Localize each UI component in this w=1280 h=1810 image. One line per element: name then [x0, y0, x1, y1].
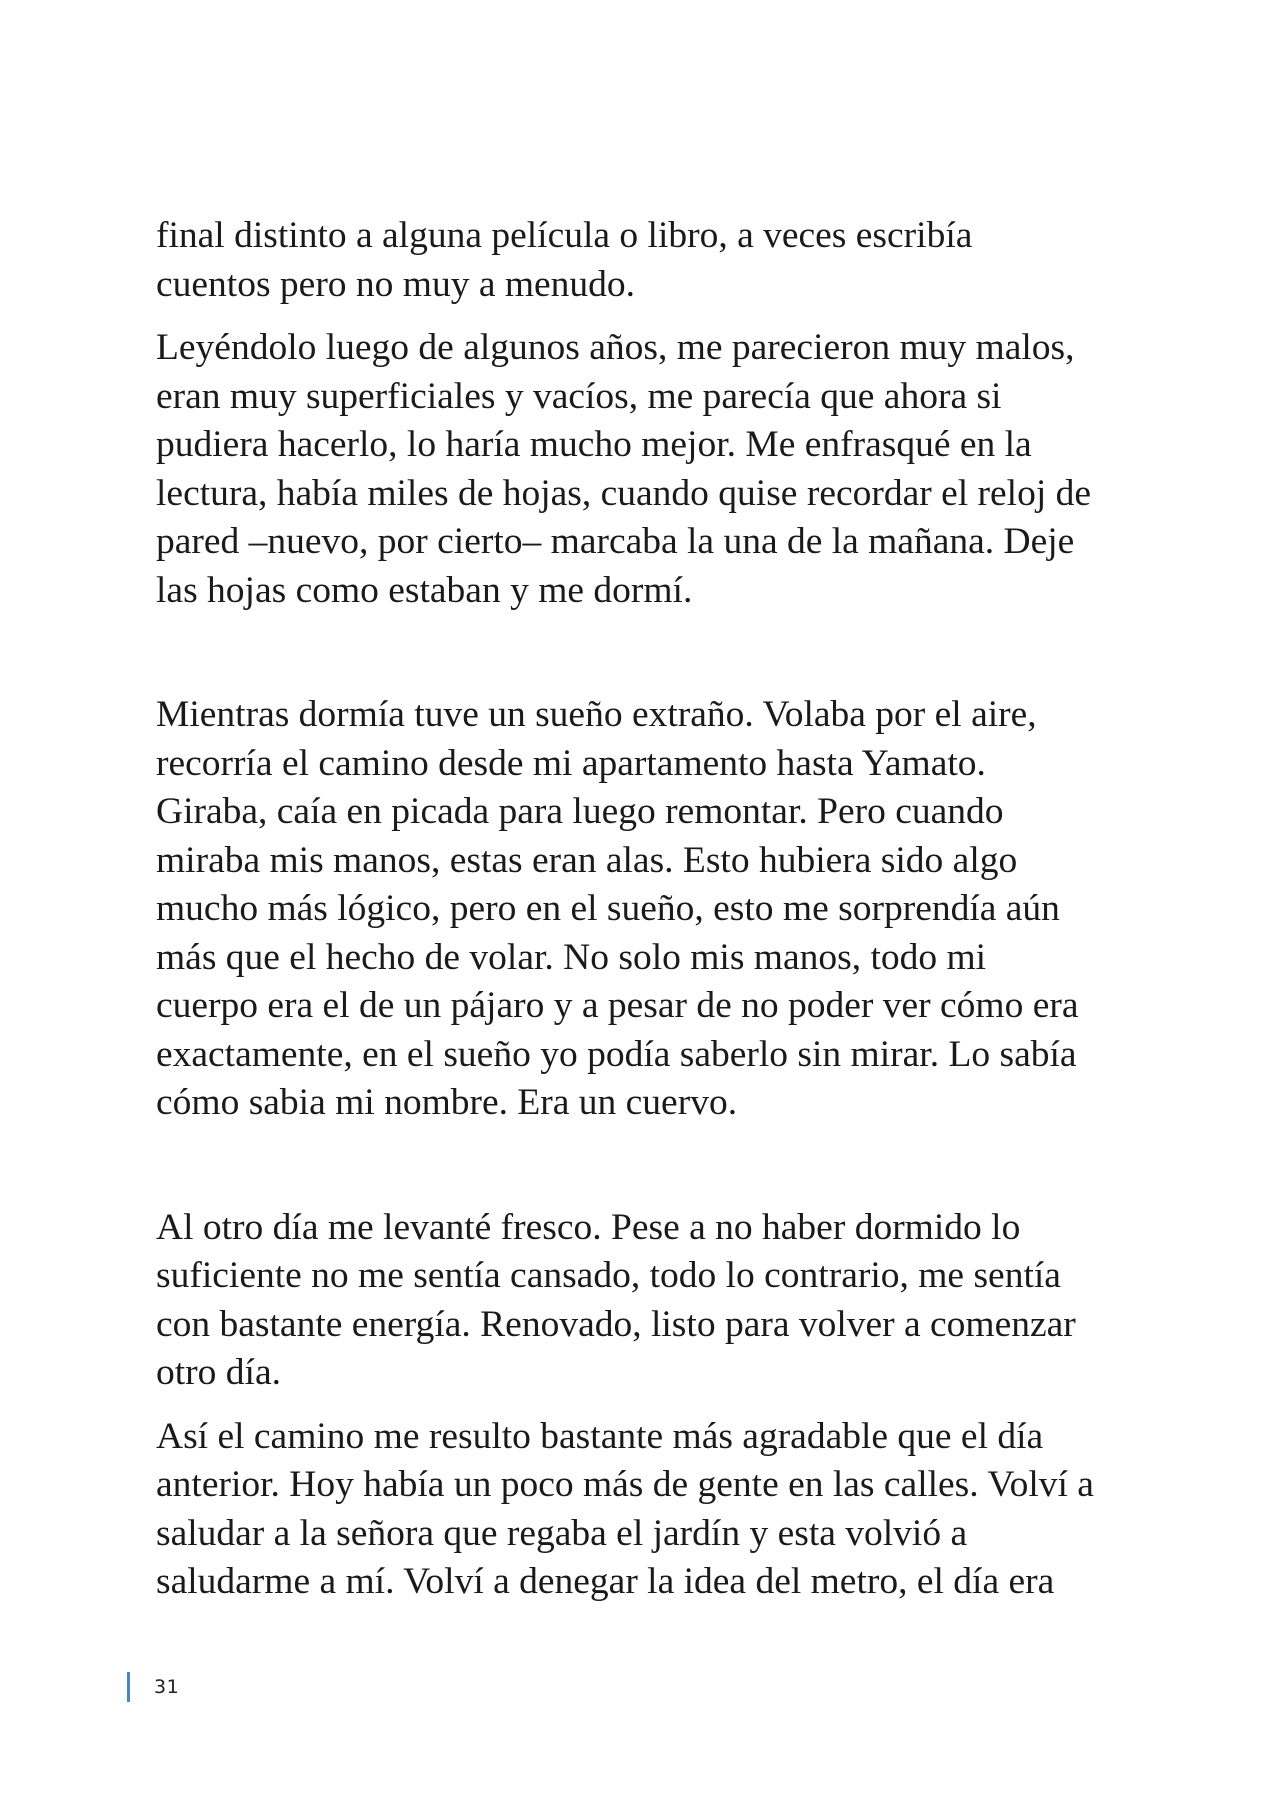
- text-line: pared –nuevo, por cierto– marcaba la una de la mañana. Deje: [156, 521, 1075, 562]
- text-line: cómo sabia mi nombre. Era un cuervo.: [156, 1082, 738, 1123]
- paragraph: [156, 1413, 1146, 1607]
- text-line: las hojas como estaban y me dormí.: [156, 569, 693, 611]
- text-line: otro día.: [156, 1352, 281, 1393]
- paragraph: [156, 691, 1146, 1128]
- page-number: 31: [154, 1676, 180, 1698]
- text-line: pudiera hacerlo, lo haría mucho mejor. Me enfrasqué en la: [156, 424, 1032, 465]
- paragraph: [156, 324, 1146, 615]
- text-line: eran muy superficiales y vacíos, me parecía que ahora si: [156, 375, 1002, 417]
- text-line: con bastante energía. Renovado, listo para volver a comenzar: [156, 1303, 1076, 1345]
- text-line: cuerpo era el de un pájaro y a pesar de no poder ver cómo era: [156, 985, 1079, 1026]
- text-line: miraba mis manos, estas eran alas. Esto hubiera sido algo: [156, 839, 1018, 881]
- text-line: anterior. Hoy había un poco más de gente en las calles. Volví a: [156, 1464, 1094, 1505]
- text-line: Mientras dormía tuve un sueño extraño. Volaba por el aire,: [156, 694, 1037, 735]
- text-line: saludarme a mí. Volví a denegar la idea del metro, el día era: [156, 1561, 1055, 1602]
- text-line: más que el hecho de volar. No solo mis manos, todo mi: [156, 936, 987, 978]
- text-line: Leyéndolo luego de algunos años, me parecieron muy malos,: [156, 327, 1075, 368]
- text-line: exactamente, en el sueño yo podía saberlo sin mirar. Lo sabía: [156, 1033, 1077, 1075]
- text-line: recorría el camino desde mi apartamento hasta Yamato.: [156, 742, 986, 784]
- paragraph: [156, 1204, 1146, 1398]
- text-line: cuentos pero no muy a menudo.: [156, 263, 636, 305]
- footer-accent-bar: [127, 1672, 130, 1702]
- body-text: [156, 212, 1146, 1607]
- page-footer: [127, 1672, 179, 1702]
- text-line: saludar a la señora que regaba el jardín y esta volvió a: [156, 1512, 968, 1554]
- text-line: lectura, había miles de hojas, cuando quise recordar el reloj de: [156, 472, 1092, 514]
- text-line: Así el camino me resulto bastante más agradable que el día: [156, 1415, 1044, 1457]
- text-line: Al otro día me levanté fresco. Pese a no haber dormido lo: [156, 1206, 1021, 1248]
- text-line: Giraba, caía en picada para luego remontar. Pero cuando: [156, 791, 1004, 832]
- text-line: suficiente no me sentía cansado, todo lo contrario, me sentía: [156, 1255, 1061, 1296]
- paragraph: [156, 212, 1146, 309]
- text-line: mucho más lógico, pero en el sueño, esto me sorprendía aún: [156, 888, 1060, 929]
- text-line: final distinto a alguna película o libro, a veces escribía: [156, 215, 973, 256]
